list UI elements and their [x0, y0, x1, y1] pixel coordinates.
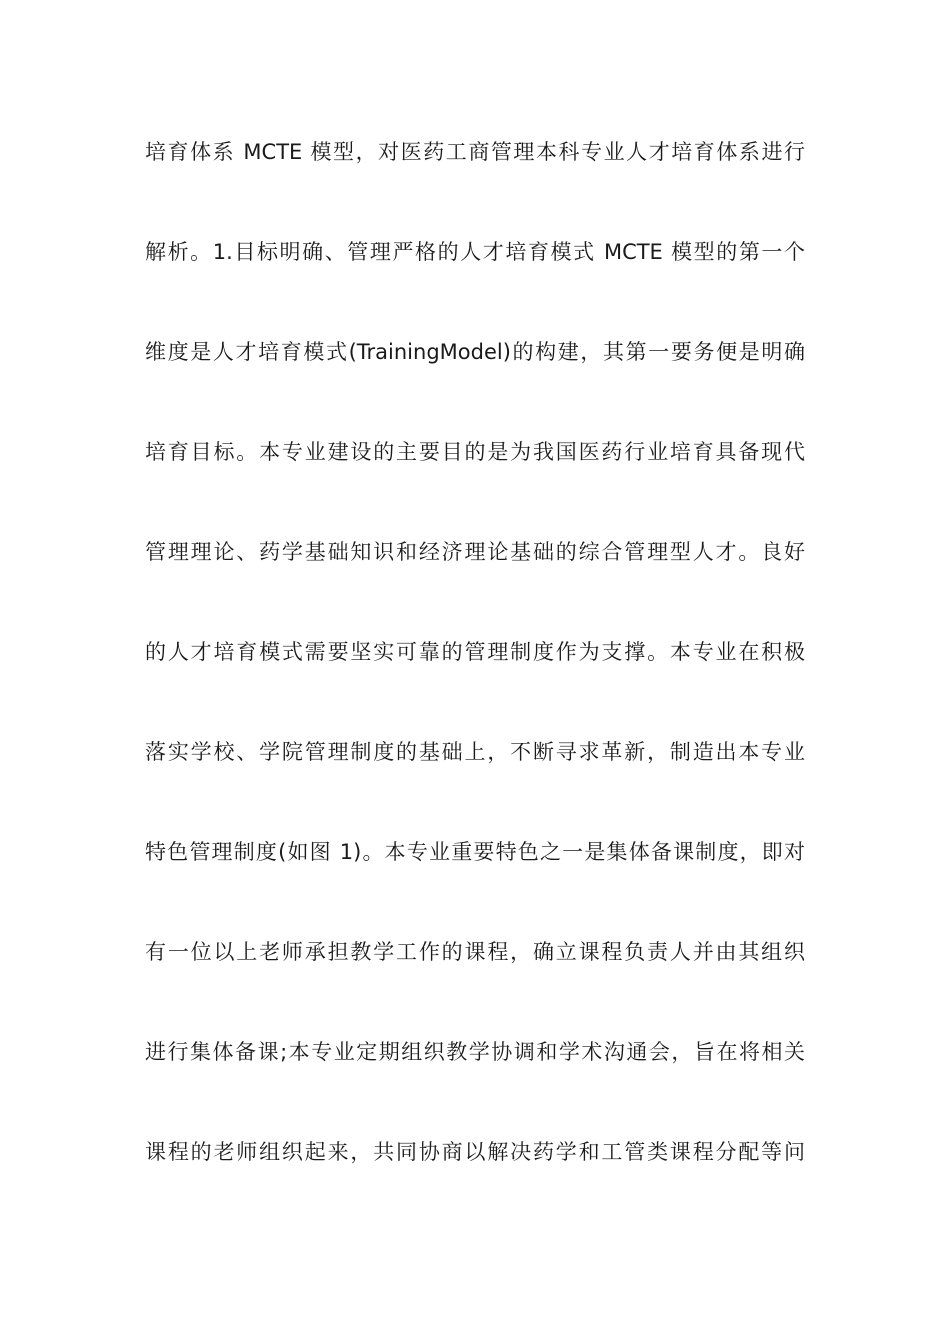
paragraph-line: 的人才培育模式需要坚实可靠的管理制度作为支撑。本专业在积极	[145, 640, 805, 664]
paragraph-line: 解析。1.目标明确、管理严格的人才培育模式 MCTE 模型的第一个	[145, 240, 805, 264]
paragraph-line: 有一位以上老师承担教学工作的课程，确立课程负责人并由其组织	[145, 940, 805, 964]
paragraph-line: 培育目标。本专业建设的主要目的是为我国医药行业培育具备现代	[145, 440, 805, 464]
paragraph-line: 维度是人才培育模式(TrainingModel)的构建，其第一要务便是明确	[145, 340, 805, 364]
paragraph-line: 管理理论、药学基础知识和经济理论基础的综合管理型人才。良好	[145, 540, 805, 564]
paragraph-line: 培育体系 MCTE 模型，对医药工商管理本科专业人才培育体系进行	[145, 140, 805, 164]
paragraph-line: 进行集体备课;本专业定期组织教学协调和学术沟通会，旨在将相关	[145, 1040, 805, 1064]
paragraph-line: 特色管理制度(如图 1)。本专业重要特色之一是集体备课制度，即对	[145, 840, 805, 864]
paragraph-line: 落实学校、学院管理制度的基础上，不断寻求革新，制造出本专业	[145, 740, 805, 764]
paragraph-line: 课程的老师组织起来，共同协商以解决药学和工管类课程分配等问	[145, 1140, 805, 1164]
